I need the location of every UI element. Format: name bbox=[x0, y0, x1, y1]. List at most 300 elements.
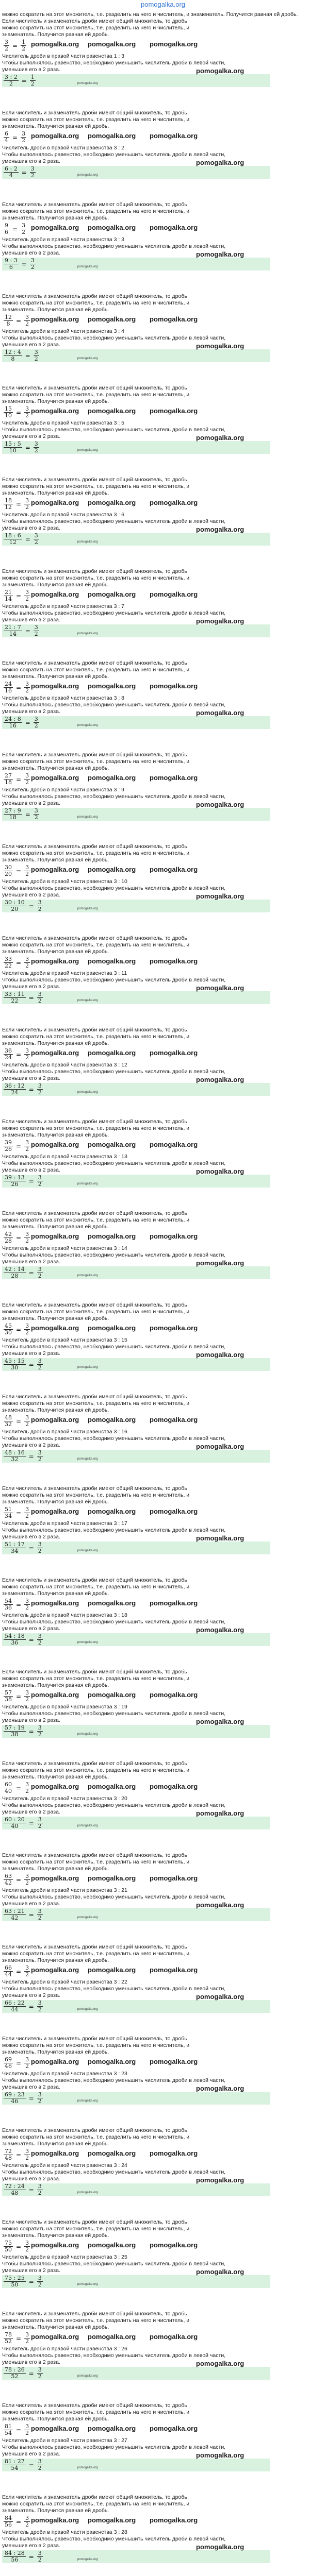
denominator: 28 bbox=[5, 1238, 12, 1244]
rule-text: Если числитель и знаменатель дроби имеют общий множитель, то дробь bbox=[2, 1210, 187, 1216]
instruction-text: Чтобы выполнялось равенство, необходимо уменьшить числитель дроби в левой части, bbox=[2, 518, 226, 524]
left-fraction bbox=[4, 1266, 26, 1279]
equals-sign: = bbox=[28, 1911, 34, 1919]
numerator: 30 bbox=[5, 864, 12, 871]
watermark: pomogalka.org bbox=[77, 1182, 98, 1185]
right-fraction bbox=[24, 1048, 30, 1061]
equation bbox=[2, 1415, 324, 1428]
rule-text: знаменатель. Получится равная ей дробь. bbox=[2, 2324, 109, 2330]
right-fraction bbox=[34, 808, 39, 821]
numerator: 42 : 14 bbox=[5, 1266, 25, 1273]
denominator: 2 bbox=[38, 2281, 42, 2288]
equals-sign: = bbox=[16, 500, 22, 508]
numerator: 3 bbox=[25, 1323, 29, 1329]
instruction-text: уменьшив его в 2 раза. bbox=[2, 1809, 60, 1815]
equals-sign: = bbox=[16, 684, 22, 691]
comparison-values: 3 : 2 bbox=[113, 145, 124, 151]
numerator: 33 bbox=[5, 956, 12, 962]
step-block bbox=[0, 1027, 326, 1118]
numerator: 3 bbox=[5, 39, 8, 45]
equation bbox=[2, 773, 324, 786]
rule-text: можно сократить на этот множитель, т.е. разделить на него и числитель, и bbox=[2, 2134, 190, 2140]
rule-text: можно сократить на этот множитель, т.е. разделить на него и числитель, и bbox=[2, 208, 190, 214]
instruction-text: уменьшив его в 2 раза. bbox=[2, 1075, 60, 1081]
watermark: pomogalka.org bbox=[196, 984, 244, 992]
rule-text: можно сократить на этот множитель, т.е. разделить на него и числитель, и bbox=[2, 1767, 190, 1773]
comparison-label: Числитель дроби в правой части равенства bbox=[2, 1154, 114, 1160]
instruction-text: уменьшив его в 2 раза. bbox=[2, 617, 60, 623]
comparison-label: Числитель дроби в правой части равенства bbox=[2, 2346, 114, 2352]
denominator: 2 bbox=[30, 80, 35, 87]
equals-sign: = bbox=[28, 2553, 34, 2561]
comparison-values: 3 : 13 bbox=[113, 1154, 127, 1160]
denominator: 4 bbox=[5, 137, 8, 144]
right-fraction bbox=[37, 2459, 43, 2471]
right-fraction bbox=[24, 498, 30, 511]
watermark: pomogalka.org bbox=[196, 1626, 244, 1634]
watermark: pomogalka.org bbox=[77, 540, 98, 544]
numerator: 3 bbox=[38, 2091, 42, 2098]
equals-sign: = bbox=[25, 352, 30, 360]
equation bbox=[2, 2148, 324, 2161]
instruction-text: уменьшив его в 2 раза. bbox=[2, 1167, 60, 1173]
numerator: 57 : 19 bbox=[5, 1724, 25, 1731]
step-block bbox=[0, 477, 326, 568]
instruction-text: уменьшив его в 2 раза. bbox=[2, 1259, 60, 1265]
watermark: pomogalka.org bbox=[196, 892, 244, 900]
watermark: pomogalka.org bbox=[150, 407, 198, 415]
watermark: pomogalka.org bbox=[88, 2149, 136, 2157]
step-block bbox=[0, 1118, 326, 1210]
numerator: 57 bbox=[5, 1689, 12, 1696]
numerator: 3 bbox=[25, 1506, 29, 1513]
watermark: pomogalka.org bbox=[88, 315, 136, 323]
denominator: 56 bbox=[5, 2521, 12, 2528]
watermark: pomogalka.org bbox=[196, 709, 244, 717]
equals-sign: = bbox=[16, 1876, 22, 1884]
numerator: 36 bbox=[5, 1047, 12, 1054]
right-fraction bbox=[24, 406, 30, 419]
left-fraction bbox=[4, 1231, 13, 1244]
comparison-text bbox=[2, 970, 324, 977]
instruction-text: Чтобы выполнялось равенство, необходимо уменьшить числитель дроби в левой части, bbox=[2, 2352, 226, 2359]
rule-text: знаменатель. Получится равная ей дробь. bbox=[2, 2049, 109, 2055]
equation bbox=[2, 314, 324, 327]
equals-sign: = bbox=[28, 1636, 34, 1643]
numerator: 3 bbox=[34, 807, 38, 814]
rule-text: Если числитель и знаменатель дроби имеют общий множитель, то дробь bbox=[2, 293, 187, 299]
denominator: 2 bbox=[38, 2465, 42, 2471]
rule-text: знаменатель. Получится равная ей дробь. bbox=[2, 948, 109, 955]
rule-text: Если числитель и знаменатель дроби имеют общий множитель, то дробь bbox=[2, 1944, 187, 1950]
denominator: 24 bbox=[5, 1054, 12, 1061]
watermark: pomogalka.org bbox=[88, 1232, 136, 1240]
equals-sign: = bbox=[25, 444, 30, 451]
rule-text: Если числитель и знаменатель дроби имеют общий множитель, то дробь bbox=[2, 2402, 187, 2409]
watermark: pomogalka.org bbox=[88, 682, 136, 690]
watermark: pomogalka.org bbox=[150, 1966, 198, 1974]
right-fraction bbox=[24, 681, 30, 694]
equals-sign: = bbox=[16, 592, 22, 600]
numerator: 42 bbox=[5, 1231, 12, 1238]
numerator: 3 bbox=[25, 497, 29, 504]
equals-sign: = bbox=[16, 1601, 22, 1608]
watermark: pomogalka.org bbox=[150, 40, 198, 48]
site-title-link[interactable]: pomogalka.org bbox=[141, 1, 185, 8]
comparison-values: 1 : 3 bbox=[113, 53, 124, 59]
numerator: 3 bbox=[25, 1231, 29, 1238]
watermark: pomogalka.org bbox=[150, 1141, 198, 1148]
equals-sign: = bbox=[12, 133, 18, 141]
instruction-text: Чтобы выполнялось равенство, необходимо уменьшить числитель дроби в левой части, bbox=[2, 1527, 226, 1533]
rule-text: Если числитель и знаменатель дроби имеют общий множитель, то дробь bbox=[2, 1302, 187, 1308]
denominator: 2 bbox=[38, 1823, 42, 1829]
comparison-text bbox=[2, 787, 324, 793]
right-fraction bbox=[24, 314, 30, 327]
left-fraction bbox=[4, 1965, 13, 1978]
instruction-text: Чтобы выполнялось равенство, необходимо уменьшить числитель дроби в левой части, bbox=[2, 1894, 226, 1900]
highlighted-equation bbox=[2, 991, 270, 1004]
rule-text: знаменатель. Получится равная ей дробь. bbox=[2, 2507, 109, 2514]
equals-sign: = bbox=[16, 959, 22, 967]
comparison-label: Числитель дроби в правой части равенства bbox=[2, 1887, 114, 1893]
watermark: pomogalka.org bbox=[196, 2268, 244, 2276]
denominator: 2 bbox=[25, 1329, 29, 1336]
watermark: pomogalka.org bbox=[31, 2058, 79, 2065]
watermark: pomogalka.org bbox=[77, 2466, 98, 2469]
step-block bbox=[0, 1394, 326, 1485]
rule-text: можно сократить на этот множитель, т.е. разделить на него и числитель, и bbox=[2, 1675, 190, 1682]
step-block bbox=[0, 1210, 326, 1302]
right-fraction bbox=[37, 2092, 43, 2105]
left-fraction bbox=[4, 1048, 13, 1061]
numerator: 54 bbox=[5, 1598, 12, 1604]
watermark: pomogalka.org bbox=[88, 499, 136, 506]
denominator: 48 bbox=[5, 2155, 12, 2161]
highlighted-equation bbox=[2, 166, 270, 179]
watermark: pomogalka.org bbox=[77, 1824, 98, 1827]
instruction-text: Чтобы выполнялось равенство, необходимо уменьшить числитель дроби в левой части, bbox=[2, 1986, 226, 1992]
highlighted-equation bbox=[2, 258, 270, 270]
numerator: 69 bbox=[5, 2056, 12, 2063]
equals-sign: = bbox=[16, 2151, 22, 2159]
watermark: pomogalka.org bbox=[196, 1809, 244, 1817]
comparison-text bbox=[2, 236, 324, 243]
numerator: 24 bbox=[5, 681, 12, 687]
left-fraction bbox=[4, 1725, 26, 1738]
watermark: pomogalka.org bbox=[31, 1874, 79, 1882]
equals-sign: = bbox=[28, 2461, 34, 2469]
equals-sign: = bbox=[16, 1509, 22, 1517]
watermark: pomogalka.org bbox=[196, 801, 244, 808]
right-fraction bbox=[37, 900, 43, 912]
watermark: pomogalka.org bbox=[77, 1366, 98, 1369]
rule-text: знаменатель. Получится равная ей дробь. bbox=[2, 1407, 109, 1413]
watermark: pomogalka.org bbox=[31, 1507, 79, 1515]
watermark: pomogalka.org bbox=[77, 2008, 98, 2011]
rule-text: можно сократить на этот множитель, т.е. разделить на него и числитель, и bbox=[2, 2226, 190, 2232]
watermark: pomogalka.org bbox=[88, 40, 136, 48]
numerator: 72 : 24 bbox=[5, 2183, 25, 2190]
instruction-text: Чтобы выполнялось равенство, необходимо уменьшить числитель дроби в левой части, bbox=[2, 243, 226, 249]
numerator: 3 bbox=[38, 1633, 42, 1639]
right-fraction bbox=[37, 2550, 43, 2563]
denominator: 34 bbox=[11, 1548, 19, 1554]
watermark: pomogalka.org bbox=[31, 1783, 79, 1790]
numerator: 6 bbox=[5, 130, 8, 137]
rule-text: знаменатель. Получится равная ей дробь. bbox=[2, 1040, 109, 1046]
comparison-text bbox=[2, 603, 324, 610]
numerator: 3 bbox=[30, 165, 35, 172]
equals-sign: = bbox=[25, 535, 30, 543]
right-fraction bbox=[37, 2367, 43, 2380]
denominator: 16 bbox=[9, 722, 17, 729]
numerator: 3 bbox=[25, 1873, 29, 1879]
rule-text: Если числитель и знаменатель дроби имеют общий множитель, то дробь bbox=[2, 1852, 187, 1858]
denominator: 2 bbox=[25, 1879, 29, 1886]
comparison-values: 3 : 15 bbox=[113, 1337, 127, 1343]
right-fraction bbox=[21, 223, 26, 235]
comparison-text bbox=[2, 53, 324, 60]
instruction-text: уменьшив его в 2 раза. bbox=[2, 2451, 60, 2457]
highlighted-equation bbox=[2, 2275, 270, 2288]
equals-sign: = bbox=[28, 1269, 34, 1277]
rule-text: Если числитель и знаменатель дроби имеют общий множитель, то дробь bbox=[2, 2127, 187, 2133]
watermark: pomogalka.org bbox=[88, 2058, 136, 2065]
solution-steps bbox=[0, 18, 326, 2576]
left-fraction bbox=[4, 39, 9, 52]
numerator: 3 bbox=[25, 1689, 29, 1696]
numerator: 3 bbox=[38, 1999, 42, 2006]
rule-text: Если числитель и знаменатель дроби имеют общий множитель, то дробь bbox=[2, 2494, 187, 2500]
denominator: 44 bbox=[11, 2006, 19, 2013]
watermark: pomogalka.org bbox=[88, 2241, 136, 2249]
numerator: 3 bbox=[25, 2515, 29, 2521]
comparison-text bbox=[2, 1520, 324, 1527]
right-fraction bbox=[37, 1083, 43, 1096]
rule-text: можно сократить на этот множитель, т.е. разделить на него и числитель, и bbox=[2, 25, 190, 31]
rule-text: знаменатель. Получится равная ей дробь. bbox=[2, 1774, 109, 1780]
denominator: 22 bbox=[5, 962, 12, 969]
step-block bbox=[0, 110, 326, 201]
comparison-values: 3 : 11 bbox=[113, 970, 127, 976]
watermark: pomogalka.org bbox=[88, 1049, 136, 1057]
rule-text: Если числитель и знаменатель дроби имеют общий множитель, то дробь bbox=[2, 385, 187, 391]
rule-text: Если числитель и знаменатель дроби имеют общий множитель, то дробь bbox=[2, 1027, 187, 1033]
numerator: 39 : 13 bbox=[5, 1174, 25, 1181]
comparison-values: 3 : 5 bbox=[113, 420, 124, 426]
comparison-label: Числитель дроби в правой части равенства bbox=[2, 695, 114, 701]
watermark: pomogalka.org bbox=[77, 174, 98, 177]
watermark: pomogalka.org bbox=[150, 1416, 198, 1423]
equation bbox=[2, 956, 324, 969]
rule-text: можно сократить на этот множитель, т.е. разделить на него и числитель, и bbox=[2, 575, 190, 581]
denominator: 18 bbox=[9, 814, 17, 821]
rule-text: знаменатель. Получится равная ей дробь. bbox=[2, 307, 109, 313]
comparison-text bbox=[2, 1979, 324, 1986]
rule-text: Если числитель и знаменатель дроби имеют общий множитель, то дробь bbox=[2, 2219, 187, 2225]
denominator: 12 bbox=[9, 539, 17, 546]
equation bbox=[2, 1231, 324, 1244]
comparison-values: 3 : 6 bbox=[113, 512, 124, 518]
numerator: 81 bbox=[5, 2423, 12, 2430]
step-block bbox=[0, 293, 326, 385]
instruction-text: Чтобы выполнялось равенство, необходимо уменьшить числитель дроби в левой части, bbox=[2, 1619, 226, 1625]
equals-sign: = bbox=[28, 902, 34, 910]
rule-text: можно сократить на этот множитель, т.е. разделить на него и числитель, и bbox=[2, 1492, 190, 1498]
watermark: pomogalka.org bbox=[150, 774, 198, 782]
watermark: pomogalka.org bbox=[31, 132, 79, 140]
rule-text: Если числитель и знаменатель дроби имеют общий множитель, то дробь bbox=[2, 843, 187, 850]
left-fraction bbox=[4, 2424, 13, 2436]
watermark: pomogalka.org bbox=[77, 1733, 98, 1736]
right-fraction bbox=[34, 441, 39, 454]
denominator: 2 bbox=[38, 1639, 42, 1646]
watermark: pomogalka.org bbox=[31, 499, 79, 506]
watermark: pomogalka.org bbox=[77, 1458, 98, 1461]
rule-text: можно сократить на этот множитель, т.е. разделить на него и числитель, и bbox=[2, 1033, 190, 1040]
step-block bbox=[0, 1760, 326, 1852]
numerator: 3 bbox=[25, 864, 29, 871]
denominator: 26 bbox=[11, 1181, 19, 1188]
numerator: 18 bbox=[5, 497, 12, 504]
comparison-values: 3 : 21 bbox=[113, 1887, 127, 1893]
watermark: pomogalka.org bbox=[150, 1874, 198, 1882]
left-fraction bbox=[4, 2148, 13, 2161]
numerator: 51 bbox=[5, 1506, 12, 1513]
watermark: pomogalka.org bbox=[31, 407, 79, 415]
watermark: pomogalka.org bbox=[88, 2516, 136, 2524]
watermark: pomogalka.org bbox=[196, 342, 244, 350]
equals-sign: = bbox=[12, 42, 18, 49]
right-fraction bbox=[24, 2240, 30, 2253]
denominator: 6 bbox=[5, 229, 8, 235]
numerator: 3 bbox=[38, 2275, 42, 2281]
numerator: 9 bbox=[5, 222, 8, 229]
watermark: pomogalka.org bbox=[196, 1718, 244, 1725]
right-fraction bbox=[34, 533, 39, 546]
instruction-text: уменьшив его в 2 раза. bbox=[2, 1625, 60, 1632]
rule-text: знаменатель. Получится равная ей дробь. bbox=[2, 31, 109, 38]
numerator: 3 bbox=[25, 314, 29, 320]
denominator: 36 bbox=[5, 1604, 12, 1611]
right-fraction bbox=[37, 1450, 43, 1463]
equation bbox=[2, 1965, 324, 1978]
rule-text: можно сократить на этот множитель, т.е. разделить на него и числитель, и bbox=[2, 850, 190, 856]
watermark: pomogalka.org bbox=[196, 2084, 244, 2092]
numerator: 48 bbox=[5, 1414, 12, 1421]
rule-text: знаменатель. Получится равная ей дробь. bbox=[2, 1682, 109, 1688]
instruction-text: уменьшив его в 2 раза. bbox=[2, 1350, 60, 1357]
watermark: pomogalka.org bbox=[31, 2149, 79, 2157]
watermark: pomogalka.org bbox=[31, 1049, 79, 1057]
watermark: pomogalka.org bbox=[31, 1232, 79, 1240]
equals-sign: = bbox=[28, 2094, 34, 2102]
step-block bbox=[0, 1577, 326, 1669]
comparison-text bbox=[2, 1612, 324, 1619]
instruction-text: Чтобы выполнялось равенство, необходимо уменьшить числитель дроби в левой части, bbox=[2, 1160, 226, 1166]
watermark: pomogalka.org bbox=[196, 2451, 244, 2459]
equals-sign: = bbox=[28, 994, 34, 1002]
comparison-label: Числитель дроби в правой части равенства bbox=[2, 2071, 114, 2077]
highlighted-equation bbox=[2, 1725, 270, 1738]
watermark: pomogalka.org bbox=[88, 1324, 136, 1332]
left-fraction bbox=[4, 1323, 13, 1336]
numerator: 21 bbox=[5, 589, 12, 596]
numerator: 3 bbox=[38, 2550, 42, 2556]
numerator: 3 bbox=[38, 1266, 42, 1273]
left-fraction bbox=[4, 1782, 13, 1794]
comparison-label: Числитель дроби в правой части равенства bbox=[2, 328, 114, 334]
watermark: pomogalka.org bbox=[31, 1324, 79, 1332]
comparison-text bbox=[2, 2254, 324, 2261]
equals-sign: = bbox=[28, 2369, 34, 2377]
comparison-text bbox=[2, 2437, 324, 2444]
highlighted-equation bbox=[2, 74, 270, 87]
equals-sign: = bbox=[28, 1452, 34, 1460]
right-fraction bbox=[24, 1965, 30, 1978]
left-fraction bbox=[4, 1358, 26, 1371]
watermark: pomogalka.org bbox=[150, 1691, 198, 1699]
comparison-values: 3 : 10 bbox=[113, 878, 127, 885]
comparison-values: 3 : 20 bbox=[113, 1795, 127, 1802]
comparison-label: Числитель дроби в правой части равенства bbox=[2, 1979, 114, 1985]
highlighted-equation bbox=[2, 1083, 270, 1096]
numerator: 3 bbox=[38, 1541, 42, 1548]
right-fraction bbox=[24, 1415, 30, 1428]
watermark: pomogalka.org bbox=[88, 866, 136, 873]
left-fraction bbox=[4, 2183, 26, 2196]
highlighted-equation bbox=[2, 1450, 270, 1463]
step-block bbox=[0, 935, 326, 1027]
rule-text: можно сократить на этот множитель, т.е. разделить на него и числитель, и bbox=[2, 2501, 190, 2507]
numerator: 3 bbox=[25, 956, 29, 962]
denominator: 30 bbox=[11, 1364, 19, 1371]
numerator: 3 bbox=[25, 772, 29, 779]
numerator: 75 : 25 bbox=[5, 2275, 25, 2281]
denominator: 2 bbox=[38, 997, 42, 1004]
left-fraction bbox=[4, 1506, 13, 1519]
numerator: 3 bbox=[38, 1174, 42, 1181]
step-block bbox=[0, 752, 326, 843]
right-fraction bbox=[24, 865, 30, 877]
left-fraction bbox=[4, 1175, 26, 1188]
rule-text: Если числитель и знаменатель дроби имеют общий множитель, то дробь bbox=[2, 477, 187, 483]
watermark: pomogalka.org bbox=[196, 1993, 244, 2001]
equals-sign: = bbox=[16, 1968, 22, 1975]
right-fraction bbox=[37, 1817, 43, 1829]
watermark: pomogalka.org bbox=[31, 2241, 79, 2249]
rule-text: знаменатель. Получится равная ей дробь. bbox=[2, 1224, 109, 1230]
watermark: pomogalka.org bbox=[196, 1076, 244, 1083]
watermark: pomogalka.org bbox=[77, 357, 98, 360]
comparison-text bbox=[2, 1704, 324, 1710]
numerator: 12 bbox=[5, 314, 12, 320]
equation bbox=[2, 498, 324, 511]
watermark: pomogalka.org bbox=[77, 1549, 98, 1552]
step-block bbox=[0, 201, 326, 293]
left-fraction bbox=[4, 1873, 13, 1886]
right-fraction bbox=[37, 1175, 43, 1188]
step-block bbox=[0, 2402, 326, 2494]
denominator: 2 bbox=[25, 2063, 29, 2070]
rule-text: можно сократить на этот множитель, т.е. разделить на него и числитель, и bbox=[2, 1400, 190, 1406]
comparison-text bbox=[2, 2529, 324, 2536]
rule-text: можно сократить на этот множитель, т.е. разделить на него и числитель, и bbox=[2, 116, 190, 123]
watermark: pomogalka.org bbox=[31, 224, 79, 231]
equation bbox=[2, 1140, 324, 1153]
denominator: 46 bbox=[5, 2063, 12, 2070]
